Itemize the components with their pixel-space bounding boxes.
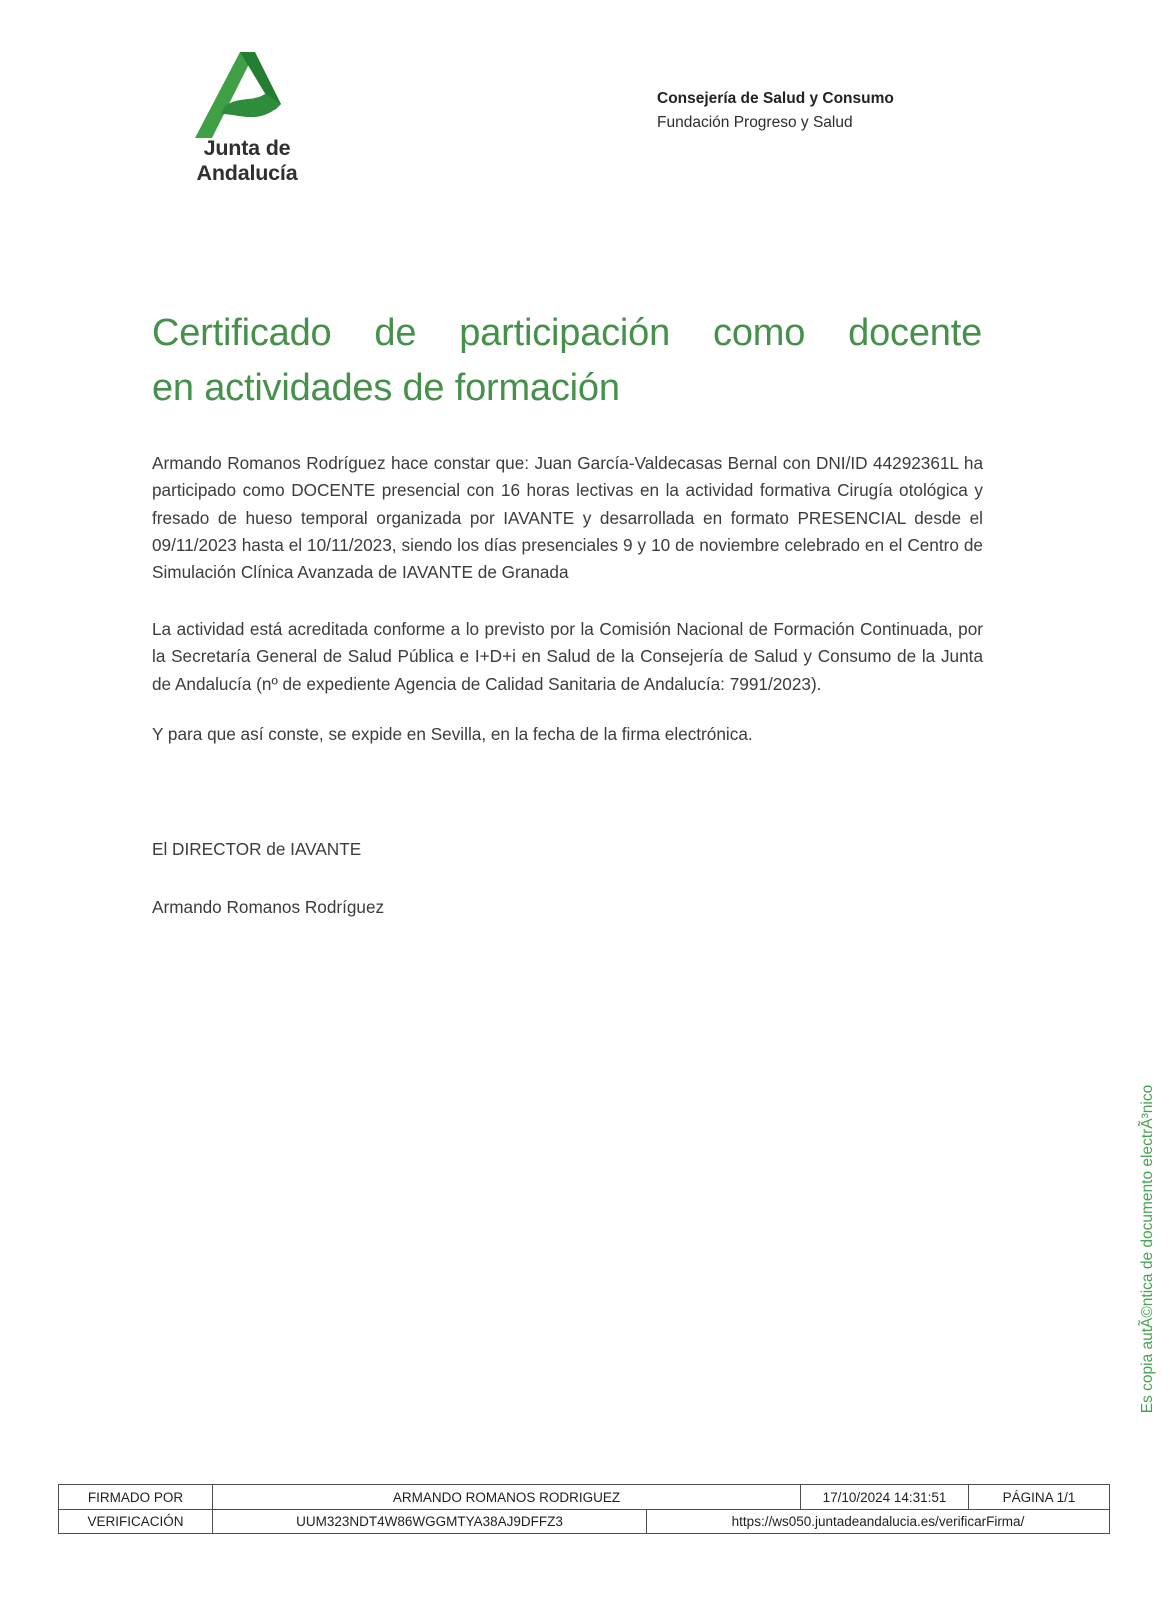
- signed-by-name: ARMANDO ROMANOS RODRIGUEZ: [212, 1485, 800, 1509]
- org-foundation: Fundación Progreso y Salud: [657, 114, 853, 131]
- signature-verification-table: [58, 1484, 1110, 1534]
- verification-code: UUM323NDT4W86WGGMTYA38AJ9DFFZ3: [212, 1510, 646, 1533]
- org-block: [657, 90, 894, 132]
- verification-row: [59, 1509, 1109, 1533]
- signed-datetime: 17/10/2024 14:31:51: [800, 1485, 968, 1509]
- junta-andalucia-logo: [152, 52, 342, 186]
- body-paragraph-issuance: Y para que así conste, se expide en Sevilla, en la fecha de la firma electrónica.: [152, 724, 753, 744]
- verification-label: VERIFICACIÓN: [87, 1514, 184, 1529]
- signature-name: Armando Romanos Rodríguez: [152, 897, 385, 917]
- verification-url: https://ws050.juntadeandalucia.es/verificarFirma/: [646, 1510, 1109, 1533]
- signature-role: El DIRECTOR de IAVANTE: [152, 839, 362, 859]
- page-indicator: PÁGINA 1/1: [968, 1485, 1109, 1509]
- brand-name: Junta de Andalucía: [196, 136, 298, 185]
- signed-by-row: [59, 1485, 1109, 1509]
- electronic-copy-note: Es copia autÃ©ntica de documento electrÃ³nico: [1139, 1084, 1156, 1414]
- org-department: Consejería de Salud y Consumo: [657, 90, 894, 107]
- body-paragraph-participation: Armando Romanos Rodríguez hace constar que: Juan García-Valdecasas Bernal con DNI/ID 44292361L ha participado como DOCENTE presencial con 16 horas lectivas en la actividad formativa Cirugía otológica y fresado de hueso temporal organizada por IAVANTE y desarrollada en formato PRESENCIAL desde el 09/11/2023 hasta el 10/11/2023, siendo los días presenciales 9 y 10 de noviembre celebrado en el Centro de Simulación Clínica Avanzada de IAVANTE de Granada: [152, 453, 983, 583]
- body-paragraph-accreditation: La actividad está acreditada conforme a lo previsto por la Comisión Nacional de Formación Continuada, por la Secretaría General de Salud Pública e I+D+i en Salud de la Consejería de Salud y Consumo de la Junta de Andalucía (nº de expediente Agencia de Calidad Sanitaria de Andalucía: 7991/2023).: [152, 619, 983, 694]
- junta-andalucia-a-icon: [195, 52, 299, 138]
- document-title: [152, 306, 982, 416]
- document-title-line1: Certificado de participación como docente: [152, 312, 982, 354]
- document-title-line2: en actividades de formación: [152, 367, 620, 409]
- signed-by-label: FIRMADO POR: [87, 1489, 184, 1505]
